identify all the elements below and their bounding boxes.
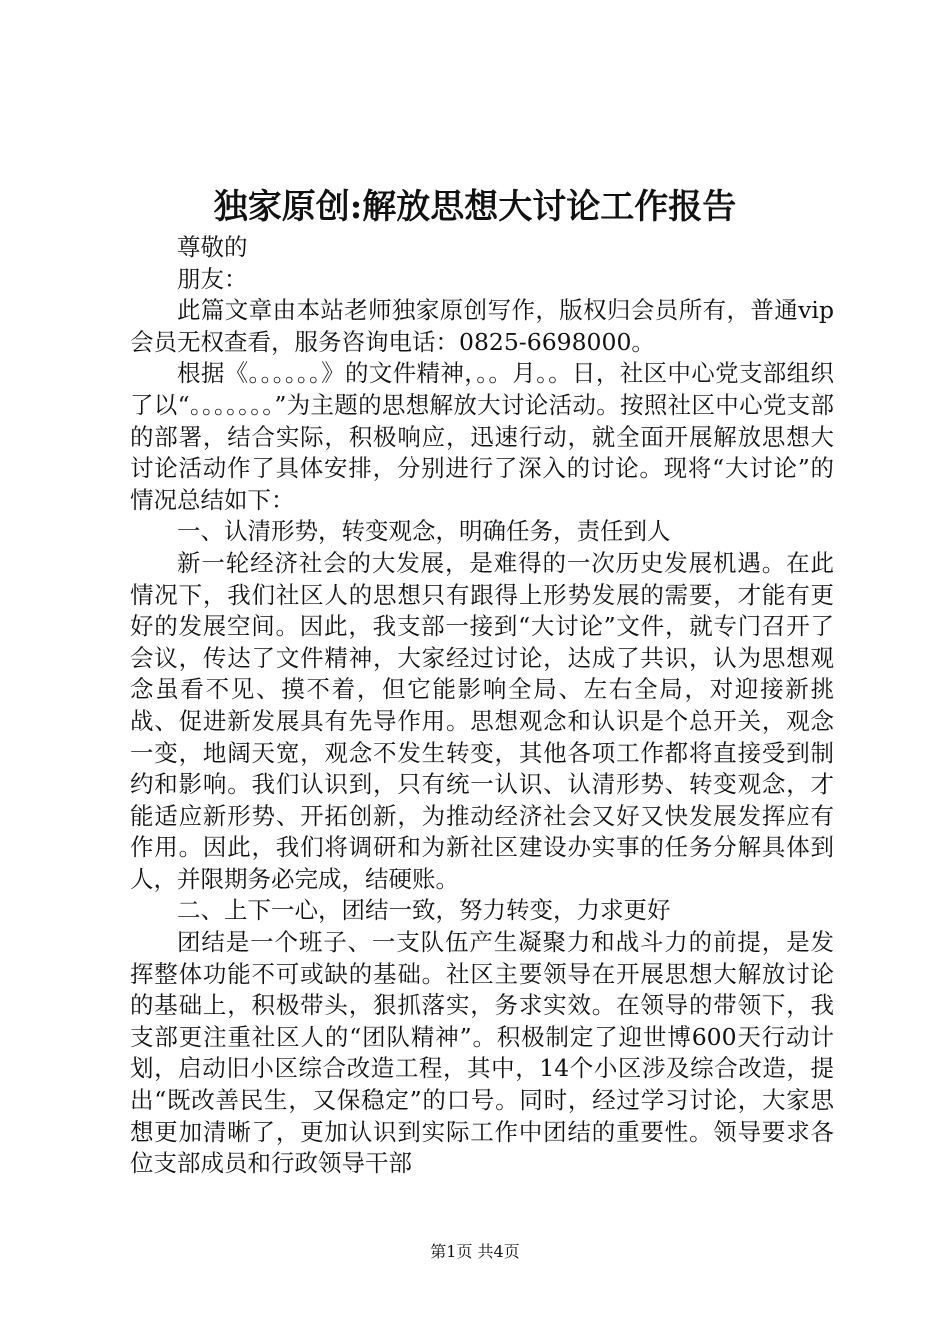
salutation-line-1: 尊敬的 — [177, 233, 248, 261]
salutation-line-2: 朋友： — [177, 264, 248, 293]
section-heading-1: 一、认清形势，转变观念，明确任务，责任到人 — [177, 517, 671, 546]
section-heading-2: 二、上下一心，团结一致，努力转变，力求更好 — [177, 896, 671, 925]
document-body — [130, 232, 834, 1180]
page-footer: 第1页 共4页 — [430, 1242, 520, 1261]
document-title: 独家原创:解放思想大讨论工作报告 — [213, 187, 737, 227]
section-1-paragraph: 新一轮经济社会的大发展，是难得的一次历史发展机遇。在此情况下，我们社区人的思想只有跟得上形势发展的需要，才能有更好的发展空间。因此，我支部一接到“大讨论”文件，就专门召开了会议，传达了文件精神，大家经过讨论，达成了共识，认为思想观念虽看不见、摸不着，但它能影响全局、左右全局，对迎接新挑战、促进新发展具有先导作用。思想观念和认识是个总开关，观念一变，地阔天宽，观念不发生转变，其他各项工作都将直接受到制约和影响。我们认识到，只有统一认识、认清形势、转变观念，才能适应新形势、开拓创新，为推动经济社会又好又快发展发挥应有作用。因此，我们将调研和为新社区建设办实事的任务分解具体到人，并限期务必完成，结硬账。 — [130, 548, 834, 893]
section-2-paragraph: 团结是一个班子、一支队伍产生凝聚力和战斗力的前提，是发挥整体功能不可或缺的基础。社区主要领导在开展思想大解放讨论的基础上，积极带头，狠抓落实，务求实效。在领导的带领下，我支部更注重社区人的“团队精神”。积极制定了迎世博600天行动计划，启动旧小区综合改造工程，其中，14个小区涉及综合改造，提出“既改善民生，又保稳定”的口号。同时，经过学习讨论，大家思想更加清晰了，更加认识到实际工作中团结的重要性。领导要求各位支部成员和行政领导干部 — [130, 928, 834, 1178]
intro-paragraph: 根据《。。。。。。》的文件精神，。。月。。日，社区中心党支部组织了以“。。。。。。。”为主题的思想解放大讨论活动。按照社区中心党支部的部署，结合实际，积极响应，迅速行动，就全面开展解放思想大讨论活动作了具体安排，分别进行了深入的讨论。现将“大讨论”的情况总结如下： — [130, 359, 834, 514]
copyright-notice: 此篇文章由本站老师独家原创写作，版权归会员所有，普通vip会员无权查看，服务咨询电话：0825-6698000。 — [130, 296, 834, 356]
